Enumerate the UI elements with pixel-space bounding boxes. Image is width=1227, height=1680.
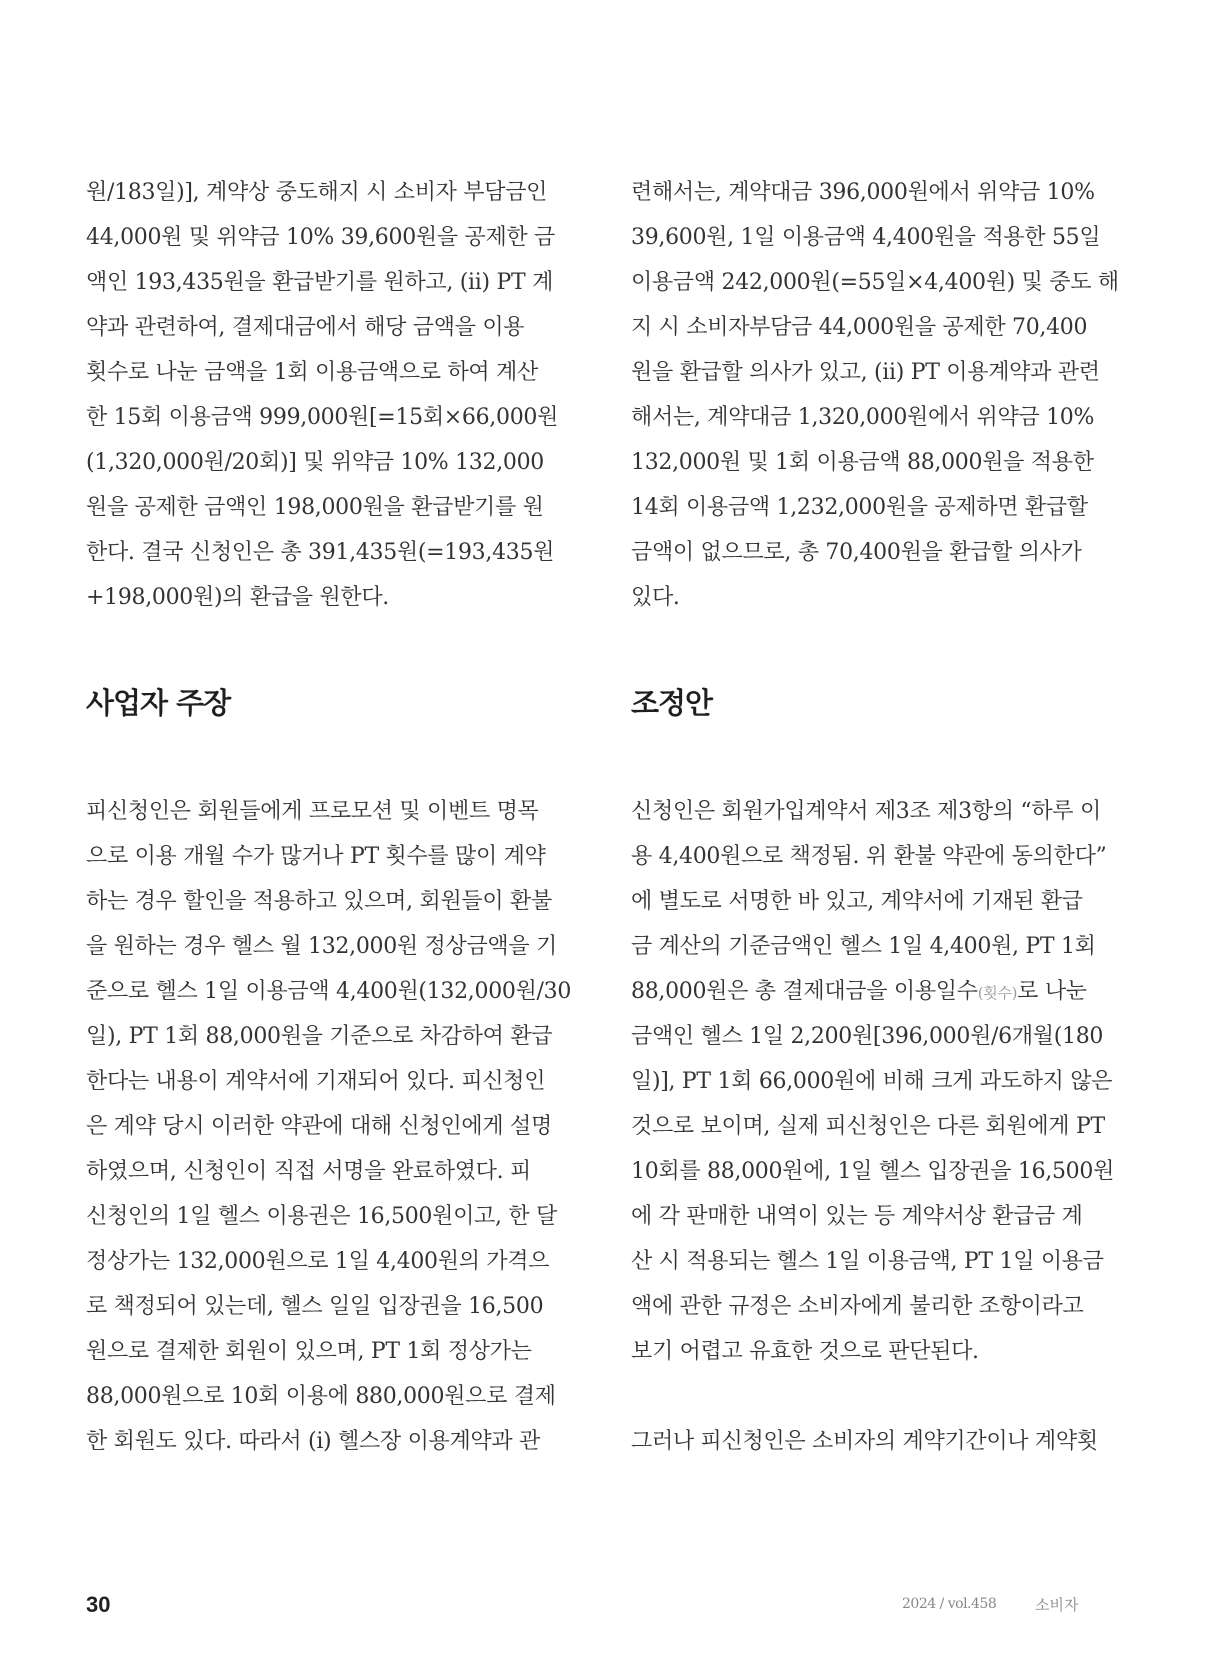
text-line: 신청인의 1일 헬스 이용권은 16,500원이고, 한 달 xyxy=(86,1204,557,1229)
text-line: 88,000원으로 10회 이용에 880,000원으로 결제 xyxy=(86,1384,556,1409)
text-line: 그러나 피신청인은 소비자의 계약기간이나 계약횟 xyxy=(631,1429,1098,1454)
text-line: 금 계산의 기준금액인 헬스 1일 4,400원, PT 1회 xyxy=(631,934,1096,959)
page-number: 30 xyxy=(86,1592,111,1617)
text-line: 은 계약 당시 이러한 약관에 대해 신청인에게 설명 xyxy=(86,1114,552,1139)
text-line: 보기 어렵고 유효한 것으로 판단된다. xyxy=(631,1339,979,1364)
parenthetical-note: (횟수) xyxy=(977,984,1018,1002)
text-line: 39,600원, 1일 이용금액 4,400원을 적용한 55일 xyxy=(631,225,1101,250)
text-line: 있다. xyxy=(631,585,680,610)
text-line: 원을 환급할 의사가 있고, (ii) PT 이용계약과 관련 xyxy=(631,360,1100,385)
text-line: 준으로 헬스 1일 이용금액 4,400원(132,000원/30 xyxy=(86,979,572,1004)
text-line: 산 시 적용되는 헬스 1일 이용금액, PT 1일 이용금 xyxy=(631,1249,1104,1274)
text-line: 액에 관한 규정은 소비자에게 불리한 조항이라고 xyxy=(631,1294,1084,1319)
text-line: 에 각 판매한 내역이 있는 등 계약서상 환급금 계 xyxy=(631,1204,1083,1229)
text-line: 일)], PT 1회 66,000원에 비해 크게 과도하지 않은 xyxy=(631,1069,1113,1094)
magazine-name: 소비자 xyxy=(1035,1596,1079,1614)
text-line: 약과 관련하여, 결제대금에서 해당 금액을 이용 xyxy=(86,315,525,340)
text-line: 원을 공제한 금액인 198,000원을 환급받기를 원 xyxy=(86,495,544,520)
section-heading-mediation-proposal: 조정안 xyxy=(631,686,713,720)
text-line xyxy=(631,977,1087,1007)
text-line: 원/183일)], 계약상 중도해지 시 소비자 부담금인 xyxy=(86,180,548,205)
text-line: 하는 경우 할인을 적용하고 있으며, 회원들이 환불 xyxy=(86,889,552,914)
text-line: 일), PT 1회 88,000원을 기준으로 차감하여 환급 xyxy=(86,1024,553,1049)
section-heading-business-claim: 사업자 주장 xyxy=(86,686,231,720)
text-line: 금액이 없으므로, 총 70,400원을 환급할 의사가 xyxy=(631,540,1082,565)
text-line: 금액인 헬스 1일 2,200원[396,000원/6개월(180 xyxy=(631,1024,1104,1049)
text-line: 10회를 88,000원에, 1일 헬스 입장권을 16,500원 xyxy=(631,1159,1115,1184)
text-line: 한 회원도 있다. 따라서 (i) 헬스장 이용계약과 관 xyxy=(86,1429,540,1454)
text-line: +198,000원)의 환급을 원한다. xyxy=(86,585,389,610)
text-line: 원으로 결제한 회원이 있으며, PT 1회 정상가는 xyxy=(86,1339,532,1364)
text-line: 44,000원 및 위약금 10% 39,600원을 공제한 금 xyxy=(86,225,555,250)
text-line: 이용금액 242,000원(=55일×4,400원) 및 중도 해 xyxy=(631,270,1119,295)
text-line: 것으로 보이며, 실제 피신청인은 다른 회원에게 PT xyxy=(631,1114,1105,1139)
issue-label: 2024 / vol.458 xyxy=(902,1596,997,1612)
text-line: 14회 이용금액 1,232,000원을 공제하면 환급할 xyxy=(631,495,1088,520)
text-line: 132,000원 및 1회 이용금액 88,000원을 적용한 xyxy=(631,450,1094,475)
text-segment: 88,000원은 총 결제대금을 이용일수 xyxy=(631,979,978,1004)
text-line: 지 시 소비자부담금 44,000원을 공제한 70,400 xyxy=(631,315,1088,340)
text-line: 횟수로 나눈 금액을 1회 이용금액으로 하여 계산 xyxy=(86,360,538,385)
text-line: 에 별도로 서명한 바 있고, 계약서에 기재된 환급 xyxy=(631,889,1083,914)
text-line: 로 책정되어 있는데, 헬스 일일 입장권을 16,500 xyxy=(86,1294,544,1319)
text-line: 신청인은 회원가입계약서 제3조 제3항의 “하루 이 xyxy=(631,799,1101,824)
text-line: 액인 193,435원을 환급받기를 원하고, (ii) PT 계 xyxy=(86,270,554,295)
text-line: 으로 이용 개월 수가 많거나 PT 횟수를 많이 계약 xyxy=(86,844,546,869)
text-line: 해서는, 계약대금 1,320,000원에서 위약금 10% xyxy=(631,405,1095,430)
text-line: 정상가는 132,000원으로 1일 4,400원의 가격으 xyxy=(86,1249,550,1274)
text-line: (1,320,000원/20회)] 및 위약금 10% 132,000 xyxy=(86,450,544,475)
text-line: 하였으며, 신청인이 직접 서명을 완료하였다. 피 xyxy=(86,1159,531,1184)
text-line: 한다는 내용이 계약서에 기재되어 있다. 피신청인 xyxy=(86,1069,546,1094)
text-line: 용 4,400원으로 책정됨. 위 환불 약관에 동의한다” xyxy=(631,844,1107,869)
text-line: 한 15회 이용금액 999,000원[=15회×66,000원 xyxy=(86,405,559,430)
text-line: 련해서는, 계약대금 396,000원에서 위약금 10% xyxy=(631,180,1095,205)
text-line: 피신청인은 회원들에게 프로모션 및 이벤트 명목 xyxy=(86,799,539,824)
text-segment: 로 나눈 xyxy=(1017,979,1087,1004)
text-line: 한다. 결국 신청인은 총 391,435원(=193,435원 xyxy=(86,540,555,565)
text-line: 을 원하는 경우 헬스 월 132,000원 정상금액을 기 xyxy=(86,934,557,959)
